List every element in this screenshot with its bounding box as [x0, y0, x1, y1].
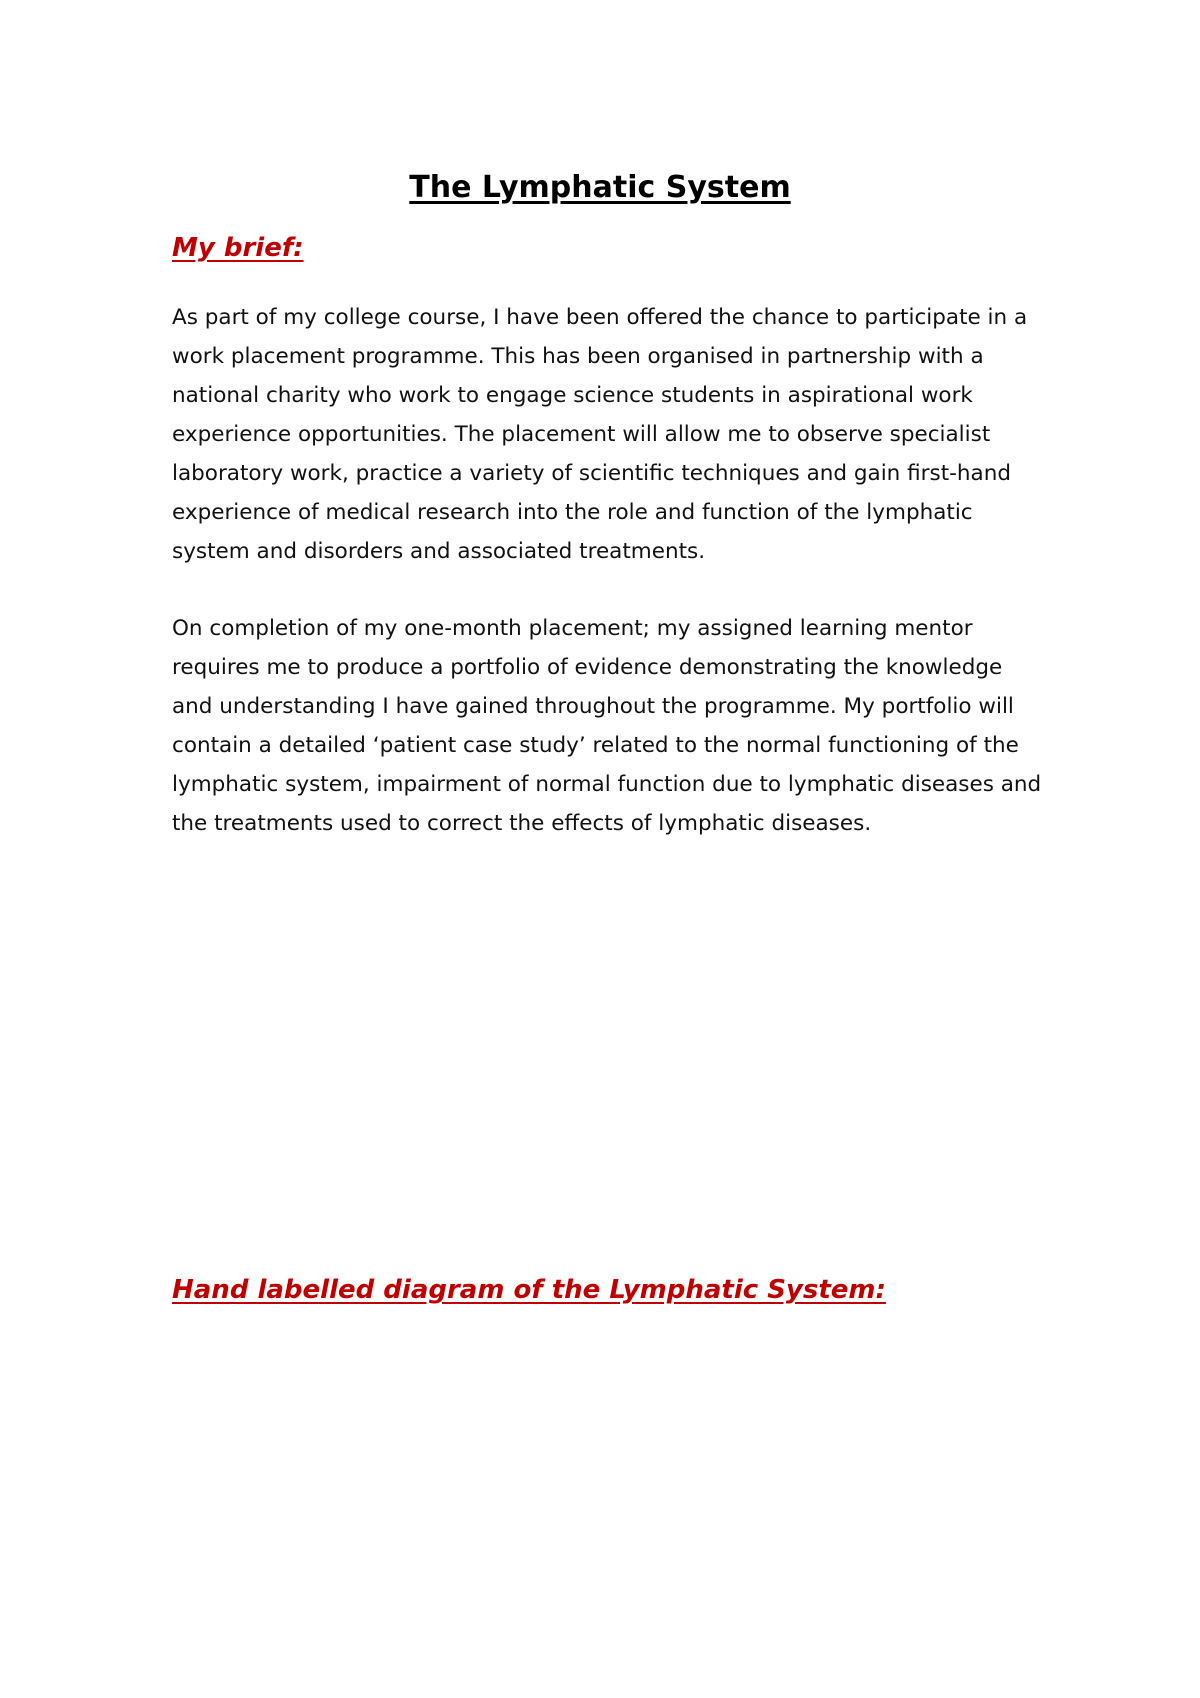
- document-title: The Lymphatic System: [409, 170, 791, 205]
- diagram-heading: Hand labelled diagram of the Lymphatic System:: [172, 1275, 886, 1305]
- brief-paragraph-1: As part of my college course, I have been offered the chance to participate in a work placement programme. This has been organised in partnership with a national charity who work to engage science students in aspirational work experience opportunities. The placement will allow me to observe specialist laboratory work, practice a variety of scientific techniques and gain first-hand experience of medical research into the role and function of the lymphatic system and disorders and associated treatments.: [172, 305, 1028, 564]
- brief-heading: My brief:: [172, 233, 304, 263]
- brief-paragraph-2: On completion of my one-month placement; my assigned learning mentor requires me to produce a portfolio of evidence demonstrating the knowledge and understanding I have gained throughout the programme. My portfolio will contain a detailed ‘patient case study’ related to the normal functioning of the lymphatic system, impairment of normal function due to lymphatic diseases and the treatments used to correct the effects of lymphatic diseases.: [172, 616, 1042, 836]
